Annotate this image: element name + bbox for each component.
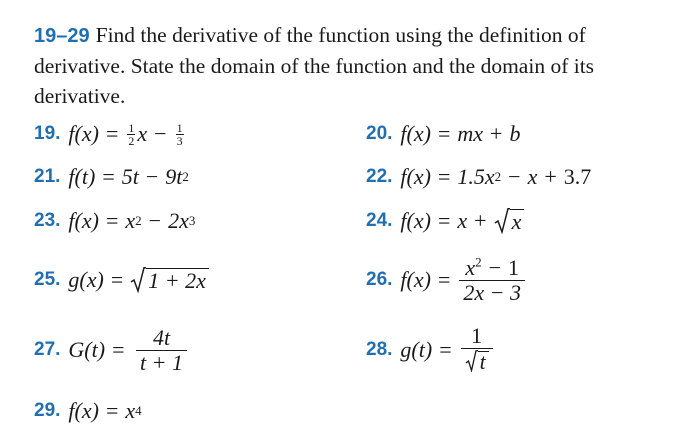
exercise-number: 24.	[366, 210, 393, 231]
instructions-text: Find the derivative of the function using the definition of derivative. State the domain of the function and the domain of its derivative.	[34, 23, 595, 108]
fraction: $\frac{4t}{t + 1}$	[134, 327, 190, 374]
function-expression: f(x) = mx + b	[400, 121, 521, 146]
exercise-23	[34, 191, 195, 251]
square-root: t	[465, 350, 489, 372]
exercise-number: 19.	[34, 123, 61, 144]
exercise-29	[34, 381, 142, 441]
function-expression: f(x) = x 4	[68, 398, 142, 423]
function-expression: g(x) = 1 + 2x	[68, 267, 208, 293]
fraction: $\frac{1}{t}$	[461, 325, 493, 376]
function-expression: f(t) = 5t − 9t 2	[68, 164, 189, 189]
instructions	[34, 20, 664, 111]
exercise-number: 26.	[366, 269, 393, 290]
exercise-25	[34, 250, 209, 310]
square-root: 1 + 2x	[130, 267, 209, 293]
function-expression: f(x) = $\frac{x^2 - 1}{2x - 3}$	[400, 257, 527, 304]
function-expression: f(x) = $\frac{1}{2}$ x − $\frac{1}{3}$	[68, 120, 183, 148]
exercise-28	[366, 320, 495, 380]
exercise-number: 23.	[34, 210, 61, 231]
function-expression: f(x) = x 2 − 2x 3	[68, 208, 196, 233]
fraction: $\frac{x^2 - 1}{2x - 3}$	[459, 257, 525, 304]
exercise-27	[34, 320, 192, 380]
exercise-24	[366, 191, 524, 251]
function-expression: g(t) = $\frac{1}{t}$	[400, 325, 494, 376]
square-root: x	[494, 208, 525, 234]
function-expression: f(x) = 1.5x 2 − x + 3.7	[400, 164, 592, 189]
fraction: $\frac{1}{2}$	[128, 120, 135, 148]
function-expression: f(x) = x + x	[400, 208, 524, 234]
fraction: $\frac{1}{3}$	[176, 120, 183, 148]
function-expression: G(t) = $\frac{4t}{t + 1}$	[68, 327, 191, 374]
exercise-26	[366, 250, 527, 310]
exercise-number: 25.	[34, 269, 61, 290]
exercise-number: 22.	[366, 166, 393, 187]
exercise-number: 27.	[34, 339, 61, 360]
exercise-range: 19–29	[34, 25, 90, 47]
exercise-number: 28.	[366, 339, 393, 360]
exercise-number: 29.	[34, 400, 61, 421]
exercise-number: 21.	[34, 166, 61, 187]
exercise-number: 20.	[366, 123, 393, 144]
